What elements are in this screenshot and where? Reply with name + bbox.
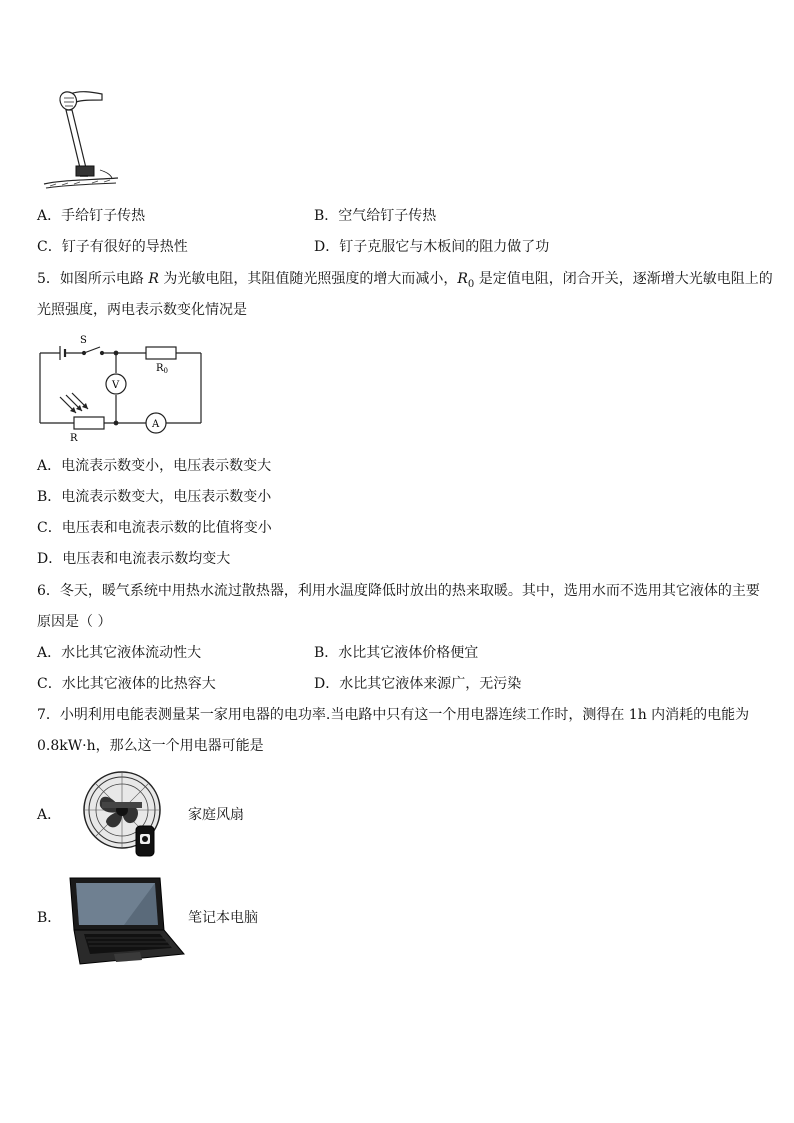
q5-option-c: C．电压表和电流表示数的比值将变小 <box>37 520 272 536</box>
q7-option-a-text: 家庭风扇 <box>188 807 244 823</box>
voltmeter-label: V <box>112 380 120 391</box>
q7-option-a-letter: A． <box>37 807 62 823</box>
q6-option-d: D．水比其它液体来源广，无污染 <box>314 676 522 692</box>
laptop-figure <box>64 874 186 968</box>
switch-label: S <box>80 335 87 346</box>
ammeter-label: A <box>152 419 160 430</box>
q5-stem-line1: 5．如图所示电路 R 为光敏电阻，其阻值随光照强度的增大而减小，$R_0$ 是定值电阻，闭合开关，逐渐增大光敏电阻上的 <box>37 271 773 290</box>
hammer-nail-figure <box>40 88 120 192</box>
q6-stem-line2: 原因是（ ） <box>37 614 112 630</box>
q6-stem-line1: 6．冬天，暖气系统中用热水流过散热器，利用水温度降低时放出的热来取暖。其中，选用水而不选用其它液体的主要 <box>37 583 760 599</box>
electric-fan-icon <box>80 770 168 862</box>
q5-stem-line2: 光照强度，两电表示数变化情况是 <box>37 302 247 318</box>
q5-option-b: B．电流表示数变大，电压表示数变小 <box>37 489 272 505</box>
q5-option-a: A．电流表示数变小，电压表示数变大 <box>37 458 272 474</box>
q4-option-a: A．手给钉子传热 <box>37 208 146 224</box>
q6-option-a: A．水比其它液体流动性大 <box>37 645 202 661</box>
q7-option-b-text: 笔记本电脑 <box>188 910 258 926</box>
circuit-diagram-icon <box>36 333 208 443</box>
q7-stem-line1: 7．小明利用电能表测量某一家用电器的电功率.当电路中只有这一个用电器连续工作时，测得在 1h 内消耗的电能为 <box>37 707 750 723</box>
q6-option-c: C．水比其它液体的比热容大 <box>37 676 216 692</box>
q4-option-b: B．空气给钉子传热 <box>314 208 437 224</box>
q7-option-b-letter: B． <box>37 910 62 926</box>
r0-label: $R_0$ <box>156 363 168 375</box>
q4-option-d: D．钉子克服它与木板间的阻力做了功 <box>314 239 550 255</box>
q7-stem-line2: 0.8kW·h，那么这一个用电器可能是 <box>37 738 264 754</box>
hammer-nail-icon <box>40 88 120 192</box>
q5-option-d: D．电压表和电流表示数均变大 <box>37 551 231 567</box>
laptop-icon <box>64 874 186 968</box>
q6-option-b: B．水比其它液体价格便宜 <box>314 645 479 661</box>
fan-figure <box>80 770 168 862</box>
q5-circuit-diagram <box>36 333 208 443</box>
r-label: R <box>70 433 78 443</box>
q4-option-c: C．钉子有很好的导热性 <box>37 239 188 255</box>
